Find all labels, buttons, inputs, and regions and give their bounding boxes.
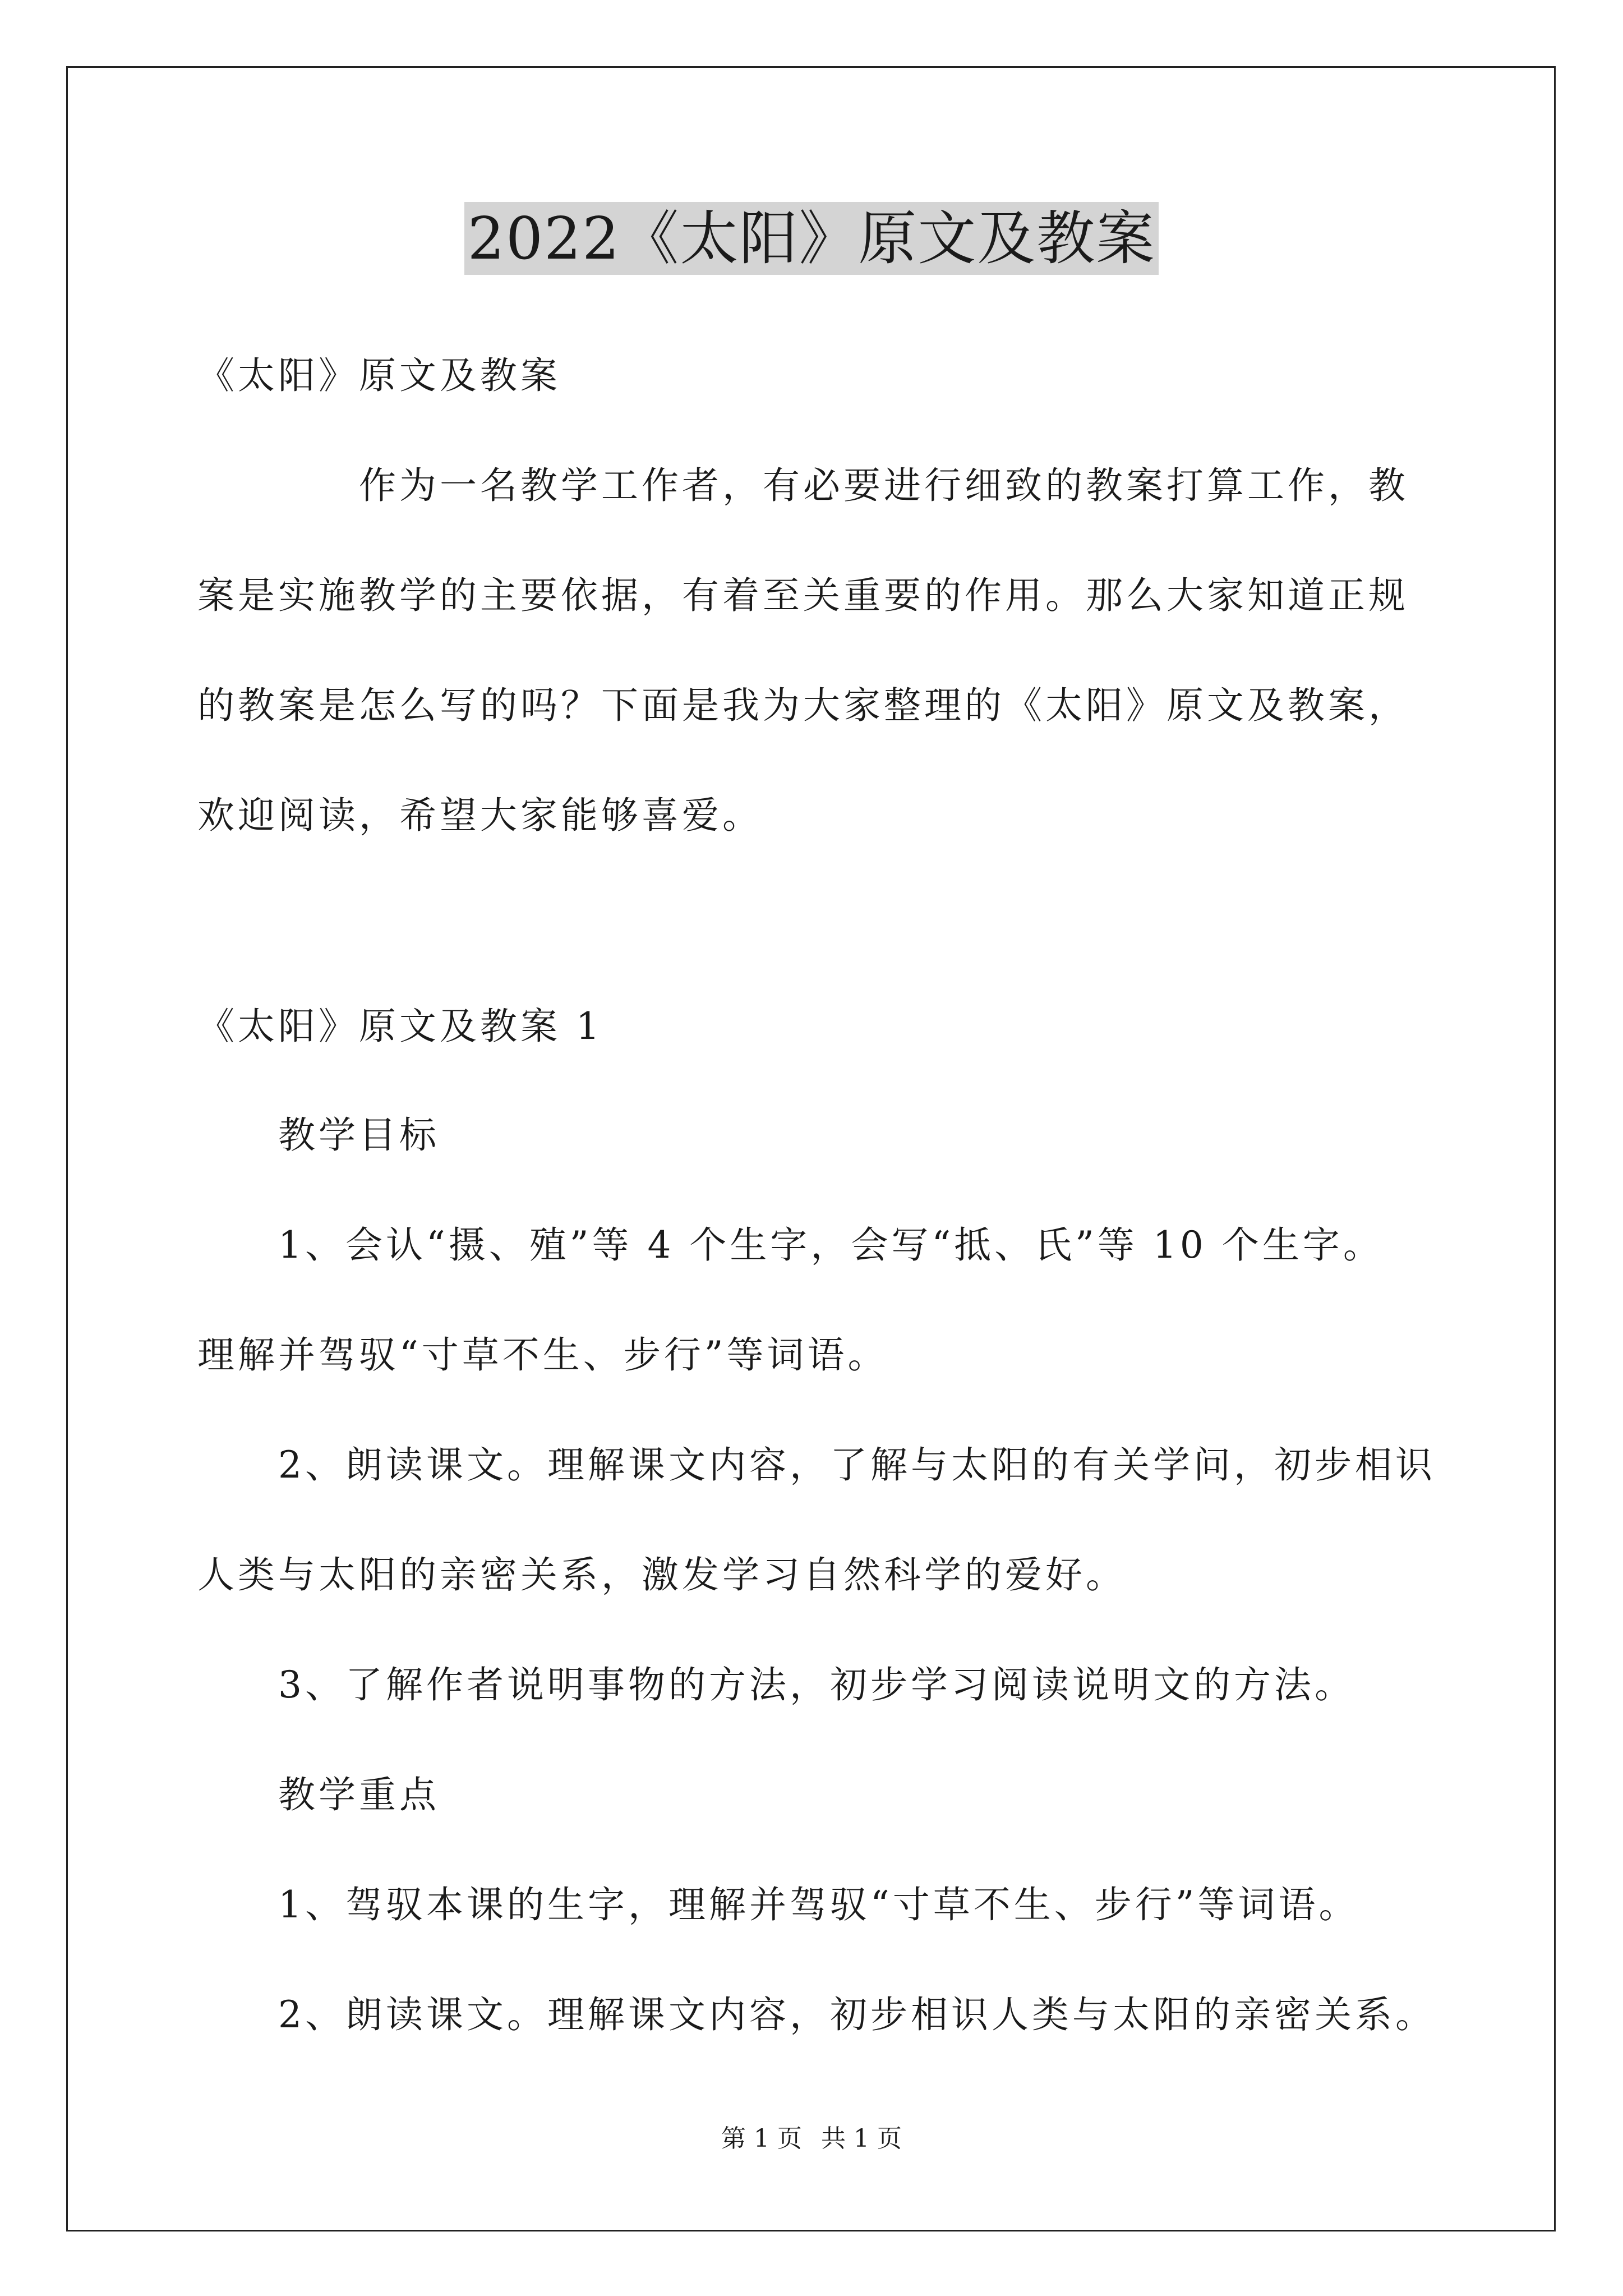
subtitle-line: 《太阳》原文及教案 xyxy=(197,354,561,397)
page-number: 第 1 页 xyxy=(721,2124,802,2153)
paragraph-line: 2、朗读课文。理解课文内容，了解与太阳的有关学问，初步相识 xyxy=(278,1443,1436,1487)
subheading-teaching-goals: 教学目标 xyxy=(278,1114,440,1157)
page-footer xyxy=(0,2123,1623,2155)
page-total: 共 1 页 xyxy=(821,2124,902,2153)
title-wrap xyxy=(0,202,1623,275)
document-title: 2022《太阳》原文及教案 xyxy=(464,202,1159,275)
paragraph-line: 2、朗读课文。理解课文内容，初步相识人类与太阳的亲密关系。 xyxy=(278,1993,1436,2036)
paragraph-line: 案是实施教学的主要依据，有着至关重要的作用。那么大家知道正规 xyxy=(197,574,1409,617)
paragraph-line: 1、会认“摄、殖”等 4 个生字，会写“抵、氏”等 10 个生字。 xyxy=(278,1223,1384,1267)
paragraph-line: 作为一名教学工作者，有必要进行细致的教案打算工作，教 xyxy=(359,464,1409,507)
subheading-teaching-focus: 教学重点 xyxy=(278,1773,440,1816)
paragraph-line: 欢迎阅读，希望大家能够喜爱。 xyxy=(197,794,763,837)
section-heading: 《太阳》原文及教案 1 xyxy=(197,1005,603,1048)
paragraph-line: 3、了解作者说明事物的方法，初步学习阅读说明文的方法。 xyxy=(278,1663,1355,1706)
paragraph-line: 人类与太阳的亲密关系，激发学习自然科学的爱好。 xyxy=(197,1553,1126,1596)
paragraph-line: 理解并驾驭“寸草不生、步行”等词语。 xyxy=(197,1333,888,1377)
paragraph-line: 的教案是怎么写的吗？下面是我为大家整理的《太阳》原文及教案， xyxy=(197,684,1409,727)
paragraph-line: 1、驾驭本课的生字，理解并驾驭“寸草不生、步行”等词语。 xyxy=(278,1883,1359,1926)
